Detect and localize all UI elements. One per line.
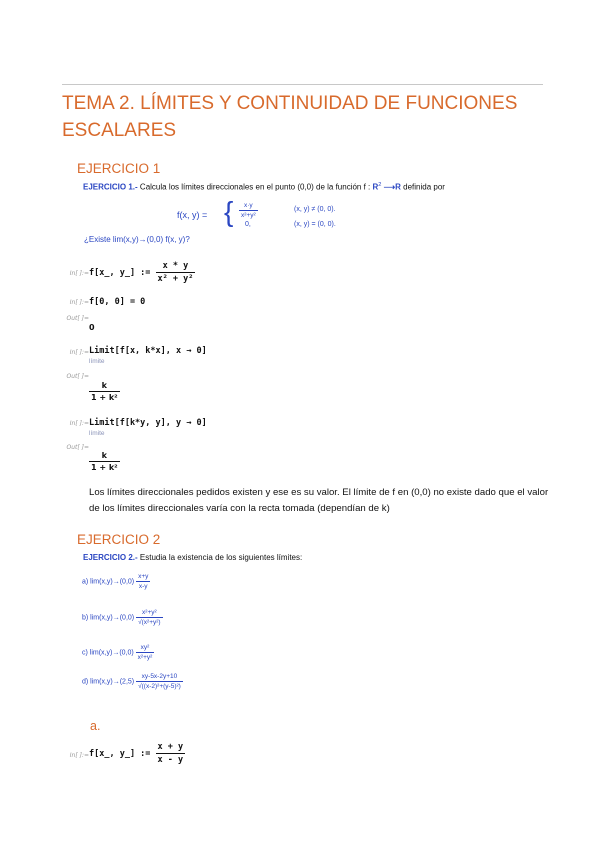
piece-zero: 0, <box>245 221 251 228</box>
subsection-a: a. <box>90 719 101 733</box>
output-value: 0 <box>89 323 95 332</box>
limit-a: a) lim(x,y)→(0,0) $\frac{x+y}{x-y}$ <box>82 573 149 590</box>
input-cell-define-f-2[interactable]: f[x_, y_] := $\frac{x + y}{x - y}$ <box>89 742 184 765</box>
exercise-1-question: ¿Existe lim(x,y)→(0,0) f(x, y)? <box>84 235 190 244</box>
input-cell-limit-2[interactable]: Limit[f[k*y, y], y → 0] <box>89 418 207 428</box>
exercise-1-text: Calcula los límites direccionales en el punto (0,0) de la función f : <box>139 182 371 192</box>
exercise-2-text: Estudia la existencia de los siguientes límites: <box>139 553 303 562</box>
input-label: In[ ]:= <box>69 270 89 277</box>
piece-fraction: $\frac{x\cdot y}{\text{x²+y²}}$ <box>241 202 256 219</box>
output-fraction: $\frac{k}{\text{1 + k²}}$ <box>91 381 118 402</box>
limit-d: d) lim(x,y)→(2,5) $\frac{xy-5x-2y+10}{\text{√((x-2)²+(y-5)²)}}$ <box>82 673 181 690</box>
function-hint: límite <box>89 430 105 437</box>
output-label: Out[ ]= <box>66 444 89 451</box>
header-rule <box>62 84 543 85</box>
conclusion-paragraph: Los límites direccionales pedidos existen y ese es su valor. El límite de f en (0,0) no existe dado que el valor de los límites direccionales varía con la recta tomada (dependían de k) <box>89 487 549 514</box>
input-cell-limit-1[interactable]: Limit[f[x, k*x], x → 0] <box>89 346 207 356</box>
input-label: In[ ]:= <box>69 752 89 759</box>
limit-b: b) lim(x,y)→(0,0) $\frac{\text{x²+y²}}{\text{√(x²+y²)}}$ <box>82 609 161 626</box>
output-fraction: $\frac{k}{\text{1 + k²}}$ <box>91 451 118 472</box>
function-hint: límite <box>89 358 105 365</box>
r2-symbol: R <box>372 182 379 192</box>
fx-label: f(x, y) = <box>177 210 208 220</box>
output-label: Out[ ]= <box>66 373 89 380</box>
piece-condition-1: (x, y) ≠ (0, 0). <box>294 206 336 213</box>
exercise-1-tail: definida por <box>403 182 445 192</box>
brace-icon: { <box>224 196 234 227</box>
exercise-2-statement <box>83 553 302 562</box>
input-cell-f00[interactable]: f[0, 0] = 0 <box>89 297 146 307</box>
output-label: Out[ ]= <box>66 315 89 322</box>
fraction: $\frac{x + y}{x - y}$ <box>157 742 184 765</box>
input-cell-define-f[interactable]: f[x_, y_] := $\frac{x * y}{\text{x² + y²}}$ <box>89 261 194 284</box>
input-label: In[ ]:= <box>69 420 89 427</box>
exercise-1-label: EJERCICIO 1.- <box>83 182 138 192</box>
section-heading-ejercicio-1: EJERCICIO 1 <box>77 161 161 176</box>
piece-condition-2: (x, y) = (0, 0). <box>294 221 336 228</box>
limit-c: c) lim(x,y)→(0,0) $\frac{\text{xy²}}{\text{x²+y²}}$ <box>82 644 153 661</box>
section-heading-ejercicio-2: EJERCICIO 2 <box>77 532 161 547</box>
exercise-2-label: EJERCICIO 2.- <box>83 553 138 562</box>
exercise-1-statement: EJERCICIO 1.- Calcula los límites direccionales en el punto (0,0) de la función f : $R^2$ ⟶R definida por <box>83 182 445 192</box>
codomain-symbol: ⟶R <box>383 182 401 192</box>
fraction: $\frac{x * y}{\text{x² + y²}}$ <box>157 261 194 284</box>
input-label: In[ ]:= <box>69 349 89 356</box>
input-label: In[ ]:= <box>69 299 89 306</box>
page-title: TEMA 2. LÍMITES Y CONTINUIDAD DE FUNCIONES ESCALARES <box>62 93 518 141</box>
